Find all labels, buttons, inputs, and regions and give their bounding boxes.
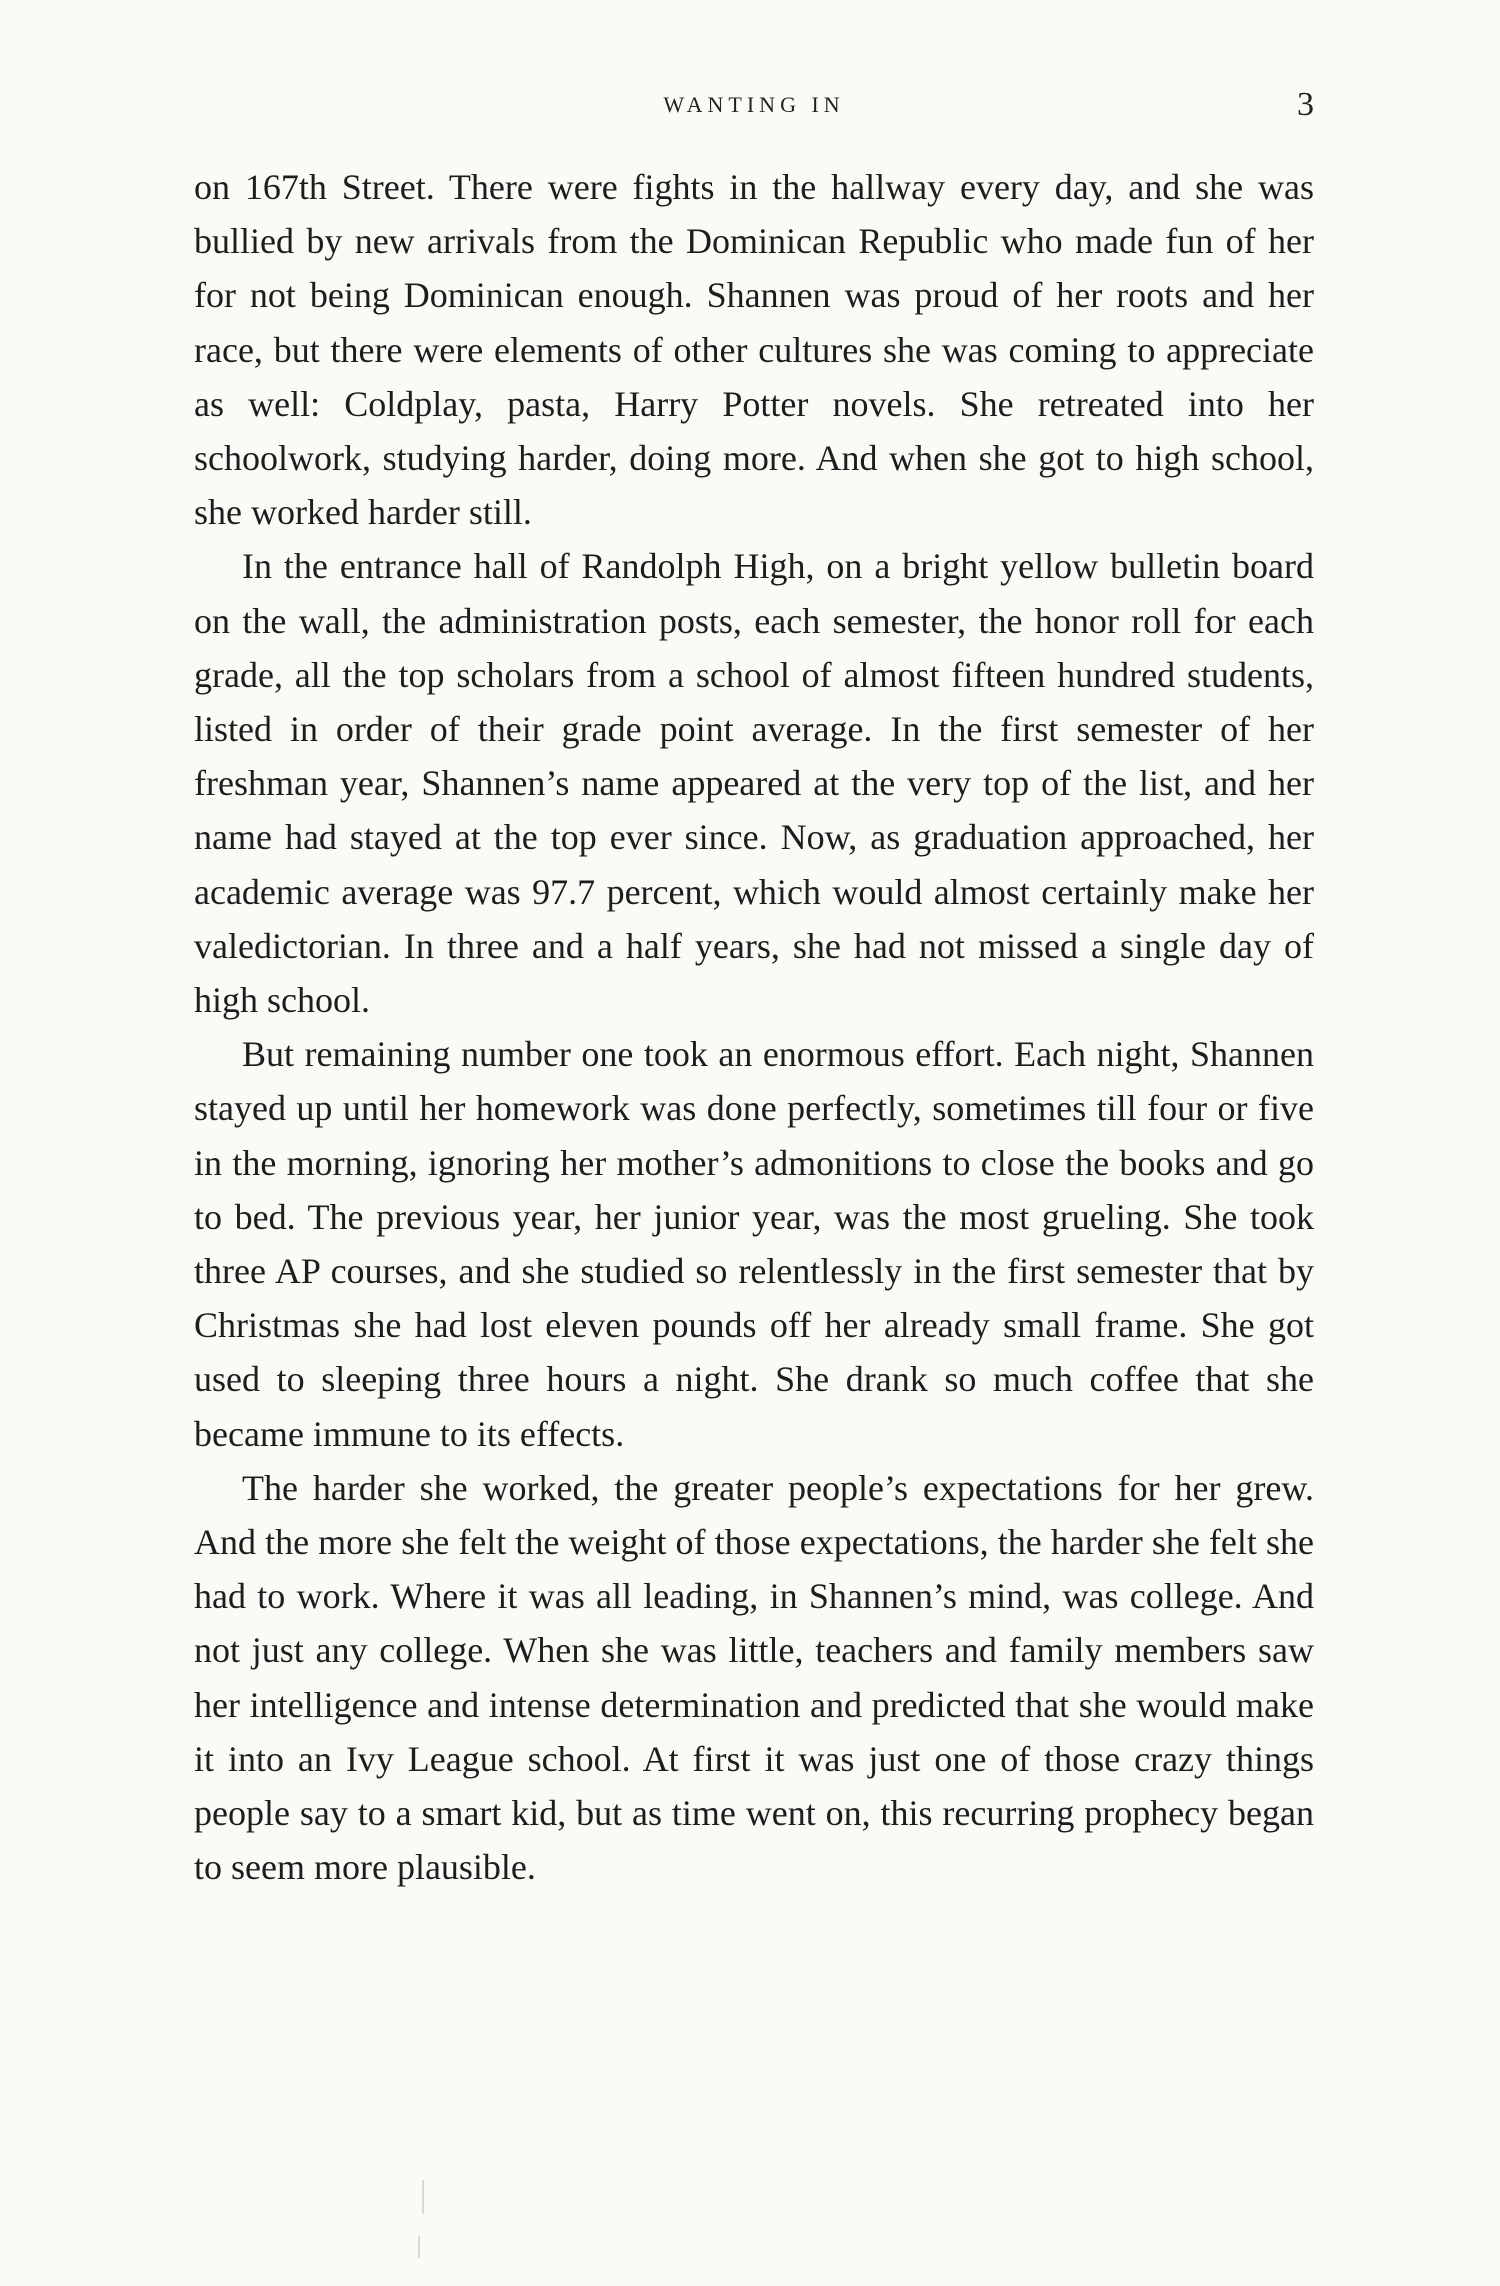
- paragraph-3: But remaining number one took an enormous effort. Each night, Shannen stayed up until her homework was done perfectly, sometimes till four or five in the morning, ignoring her mother’s admonitions to close the books and go to bed. The previous year, her junior year, was the most grueling. She took three AP courses, and she studied so relentlessly in the first semester that by Christmas she had lost eleven pounds off her already small frame. She got used to sleeping three hours a night. She drank so much coffee that she became immune to its effects.: [194, 1034, 1314, 1454]
- running-title: WANTING IN: [663, 92, 845, 117]
- paragraph-4: The harder she worked, the greater people’s expectations for her grew. And the more she felt the weight of those expectations, the harder she felt she had to work. Where it was all leading, in Shannen’s mind, was college. And not just any college. When she was little, teachers and family members saw her intelligence and intense determination and predicted that she would make it into an Ivy League school. At first it was just one of those crazy things people say to a smart kid, but as time went on, this recurring prophecy began to seem more plausible.: [194, 1467, 1314, 1888]
- body-text: [194, 160, 1314, 1895]
- scan-artifact-mark: [418, 2236, 420, 2258]
- paragraph-1: on 167th Street. There were fights in the hallway every day, and she was bullied by new arrivals from the Dominican Republic who made fun of her for not being Dominican enough. Shannen was proud of her roots and her race, but there were elements of other cultures she was coming to appreciate as well: Coldplay, pasta, Harry Potter novels. She retreated into her schoolwork, studying harder, doing more. And when she got to high school, she worked harder still.: [194, 167, 1314, 533]
- paragraph-2: In the entrance hall of Randolph High, on a bright yellow bulletin board on the wall, the administration posts, each semester, the honor roll for each grade, all the top scholars from a school of almost fifteen hundred students, listed in order of their grade point average. In the first semester of her freshman year, Shannen’s name appeared at the very top of the list, and her name had stayed at the top ever since. Now, as graduation approached, her academic average was 97.7 percent, which would almost certainly make her valedictorian. In three and a half years, she had not missed a single day of high school.: [194, 546, 1314, 1021]
- page-number: 3: [1297, 86, 1314, 123]
- running-head: [194, 86, 1314, 132]
- scan-artifact-mark: [422, 2180, 424, 2214]
